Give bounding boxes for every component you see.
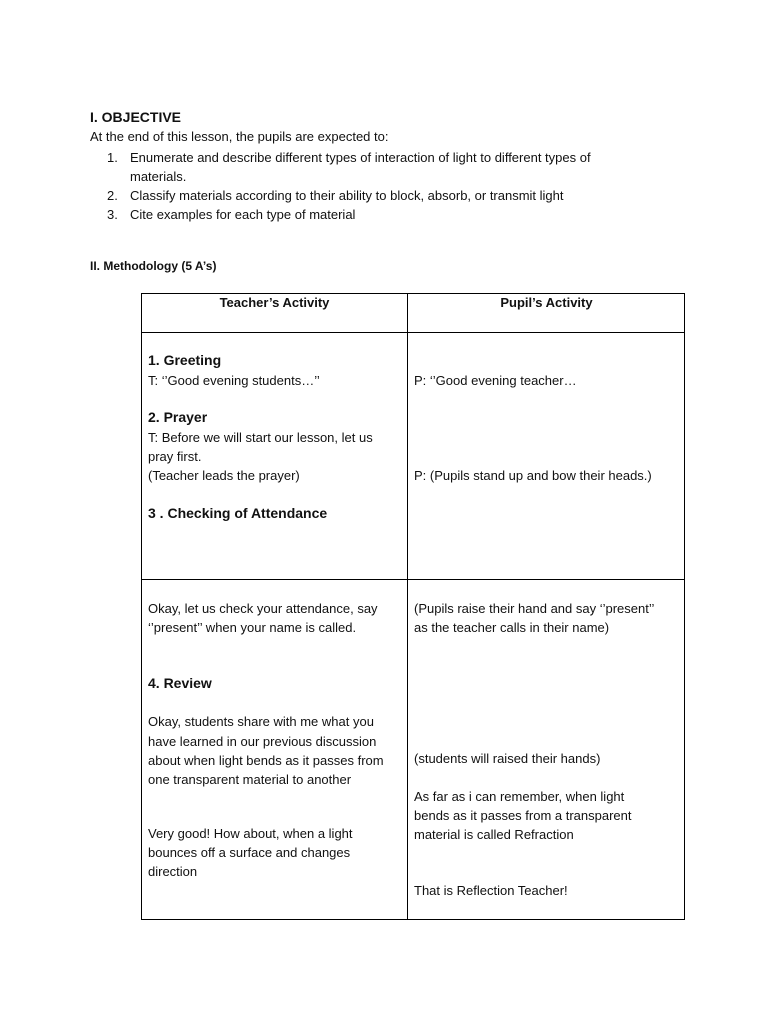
list-item (90, 205, 650, 224)
header-row-divider (142, 332, 684, 333)
prayer-line: pray first. (148, 449, 202, 464)
review-line: one transparent material to another (148, 772, 352, 787)
list-text: Classify materials according to their ability to block, absorb, or transmit light (130, 188, 564, 203)
pupil-column-header: Pupil’s Activity (500, 295, 593, 310)
greeting-title: 1. Greeting (148, 352, 222, 368)
objective-heading: I. OBJECTIVE (90, 109, 182, 125)
list-item (90, 148, 650, 186)
greeting-line: T: ‘’Good evening students…’’ (148, 373, 320, 388)
attendance-reply: (Pupils raise their hand and say ‘’present’’ (414, 601, 655, 616)
answer-line: material is called Refraction (414, 827, 574, 842)
prayer-line: (Teacher leads the prayer) (148, 468, 300, 483)
attendance-line: ‘’present’’ when your name is called. (148, 620, 357, 635)
methodology-heading: II. Methodology (5 A’s) (90, 259, 217, 273)
attendance-reply: as the teacher calls in their name) (414, 620, 610, 635)
list-number: 3. (107, 207, 118, 222)
review-line: about when light bends as it passes from (148, 753, 384, 768)
review-title: 4. Review (148, 675, 212, 691)
prayer-title: 2. Prayer (148, 409, 208, 425)
followup-line: Very good! How about, when a light (148, 826, 353, 841)
answer-line: bends as it passes from a transparent (414, 808, 632, 823)
objective-intro: At the end of this lesson, the pupils are expected to: (90, 129, 389, 144)
lesson-table (141, 293, 685, 920)
column-divider (407, 294, 408, 919)
objective-list (90, 148, 650, 224)
prayer-line: T: Before we will start our lesson, let us (148, 430, 373, 445)
followup-line: direction (148, 864, 198, 879)
list-text: Cite examples for each type of material (130, 207, 356, 222)
followup-line: bounces off a surface and changes (148, 845, 351, 860)
answer-line: As far as i can remember, when light (414, 789, 625, 804)
greeting-reply: P: ‘’Good evening teacher… (414, 373, 577, 388)
list-item (90, 186, 650, 205)
row-divider (142, 579, 684, 580)
prayer-reply: P: (Pupils stand up and bow their heads.) (414, 468, 652, 483)
review-line: have learned in our previous discussion (148, 734, 377, 749)
attendance-title: 3 . Checking of Attendance (148, 505, 328, 521)
review-line: Okay, students share with me what you (148, 714, 374, 729)
list-text: Enumerate and describe different types of interaction of light to different types of materials. (130, 150, 591, 184)
list-number: 1. (107, 150, 118, 165)
list-number: 2. (107, 188, 118, 203)
teacher-column-header: Teacher’s Activity (219, 295, 330, 310)
final-answer: That is Reflection Teacher! (414, 883, 568, 898)
attendance-line: Okay, let us check your attendance, say (148, 601, 378, 616)
review-reply: (students will raised their hands) (414, 751, 601, 766)
